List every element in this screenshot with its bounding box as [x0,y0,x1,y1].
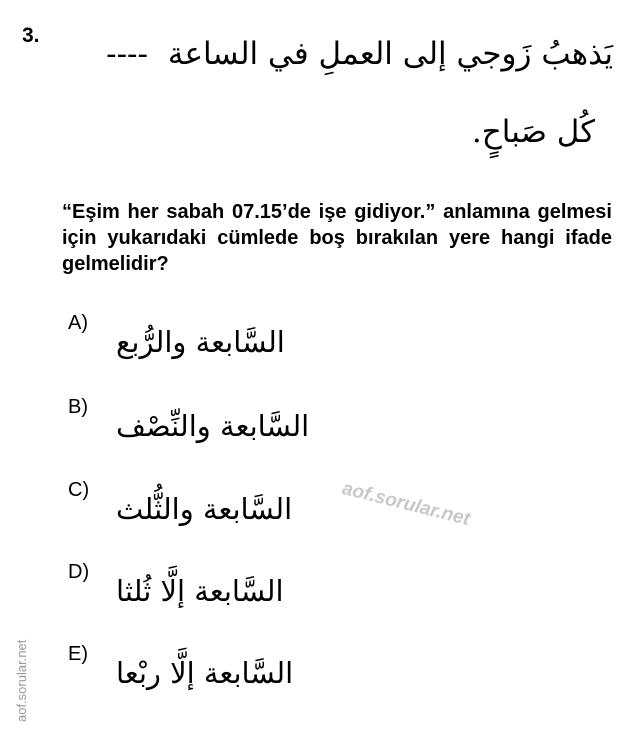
option-d-text: السَّابعة إلَّا ثُلثا [116,574,284,608]
option-e[interactable] [68,643,488,713]
option-d-letter: D) [68,561,90,583]
option-a[interactable] [68,312,488,382]
option-e-letter: E) [68,643,88,665]
option-e-text: السَّابعة إلَّا ربْعا [116,656,294,690]
question-stem-text: يَذهبُ زَوجي إلى العملِ في الساعة [167,36,613,72]
option-c-text: السَّابعة والثُّلث [116,492,293,526]
option-b-text: السَّابعة والنِّصْف [116,409,310,443]
question-number: 3. [22,24,40,47]
option-a-letter: A) [68,312,88,334]
question-stem-line-2: كُل صَباحٍ. [471,114,595,150]
question-prompt: “Eşim her sabah 07.15’de işe gidiyor.” anlamına gelmesi için yukarıdaki cümlede boş bırakılan yere hangi ifade gelmelidir? [62,201,612,275]
watermark-diagonal: aof.sorular.net [339,478,473,531]
option-b[interactable] [68,396,488,466]
option-c-letter: C) [68,479,90,501]
option-b-letter: B) [68,396,88,418]
watermark-side: aof.sorular.net [14,639,29,722]
question-stem-line-1 [53,26,613,82]
option-a-text: السَّابعة والرُّبع [116,325,285,359]
question-blank: ---- [106,36,148,72]
option-d[interactable] [68,561,488,631]
